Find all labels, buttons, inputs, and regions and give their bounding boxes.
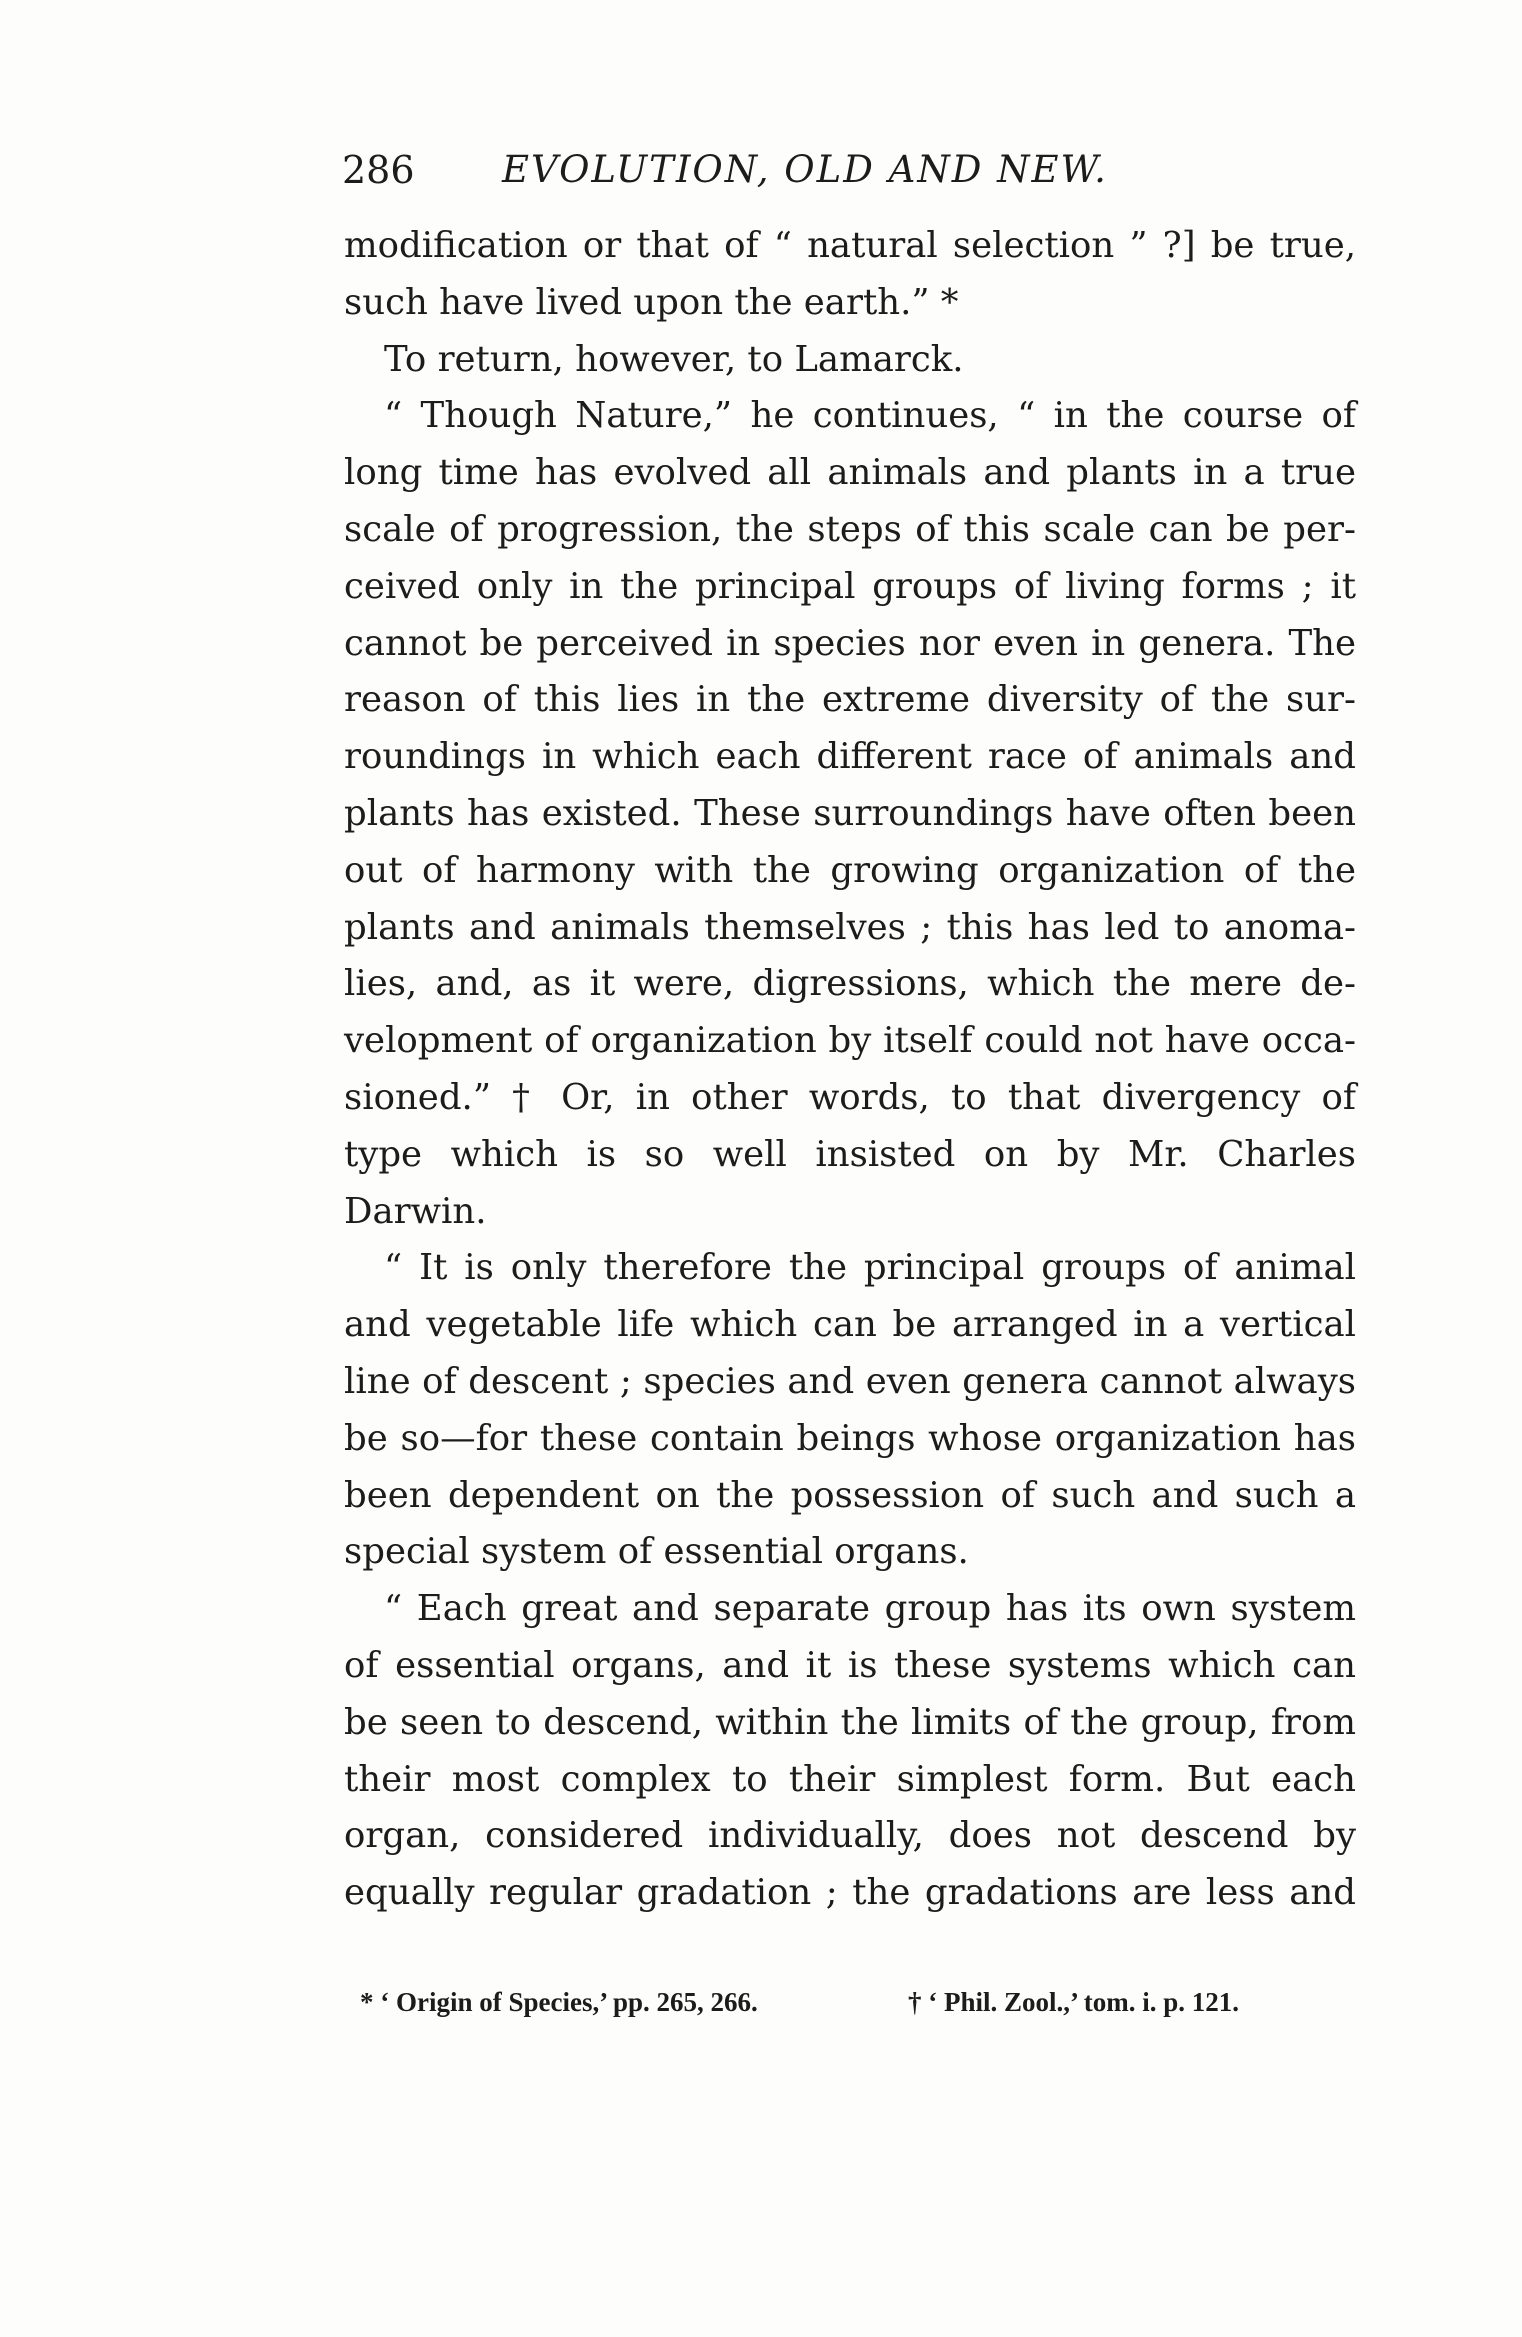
text-line: “ Though Nature,” he continues, “ in the course of [384,395,1356,437]
text-line: reason of this lies in the extreme diversity of the sur- [344,679,1356,721]
footnotes [360,1978,1360,2026]
text-line: To return, however, to Lamarck. [384,338,964,380]
text-line: cannot be perceived in species nor even in genera. The [344,622,1356,664]
body-text [344,218,1356,1922]
text-line: scale of progression, the steps of this scale can be per- [344,508,1356,550]
text-line: modification or that of “ natural selection ” ?] be true, [344,225,1356,266]
text-line: “ It is only therefore the principal groups of animal [384,1247,1356,1289]
running-head [342,140,1352,200]
text-line: plants and animals themselves ; this has led to anoma- [344,906,1356,948]
text-line: Darwin. [344,1190,487,1232]
text-line: sioned.” † Or, in other words, to that divergency of [344,1076,1356,1118]
footnote: † ‘ Phil. Zool.,’ tom. i. p. 121. [908,1987,1240,2017]
text-line: lies, and, as it were, digressions, which the mere de- [344,963,1356,1005]
text-line: and vegetable life which can be arranged in a vertical [344,1304,1356,1346]
text-line: velopment of organization by itself could not have occa- [344,1020,1356,1062]
text-line: of essential organs, and it is these systems which can [344,1644,1356,1686]
text-line: line of descent ; species and even genera cannot always [344,1360,1356,1402]
running-title: EVOLUTION, OLD AND NEW. [502,148,1108,191]
text-line: their most complex to their simplest form. But each [344,1758,1356,1800]
text-line: out of harmony with the growing organization of the [344,849,1356,891]
footnote: * ‘ Origin of Species,’ pp. 265, 266. [360,1987,758,2017]
text-line: such have lived upon the earth.” * [344,281,959,323]
text-line: ceived only in the principal groups of living forms ; it [344,565,1356,607]
text-line: long time has evolved all animals and plants in a true [344,452,1356,494]
text-line: be so—for these contain beings whose organization has [344,1417,1356,1459]
text-line: “ Each great and separate group has its own system [384,1588,1356,1630]
text-line: equally regular gradation ; the gradations are less and [344,1872,1356,1914]
text-line: be seen to descend, within the limits of the group, from [344,1701,1356,1743]
text-line: organ, considered individually, does not descend by [344,1815,1356,1857]
text-line: been dependent on the possession of such and such a [344,1474,1356,1516]
text-line: special system of essential organs. [344,1531,969,1573]
text-line: type which is so well insisted on by Mr. Charles [344,1133,1356,1175]
page-number: 286 [342,148,415,192]
text-line: roundings in which each different race of animals and [344,736,1356,778]
text-line: plants has existed. These surroundings have often been [344,792,1356,834]
